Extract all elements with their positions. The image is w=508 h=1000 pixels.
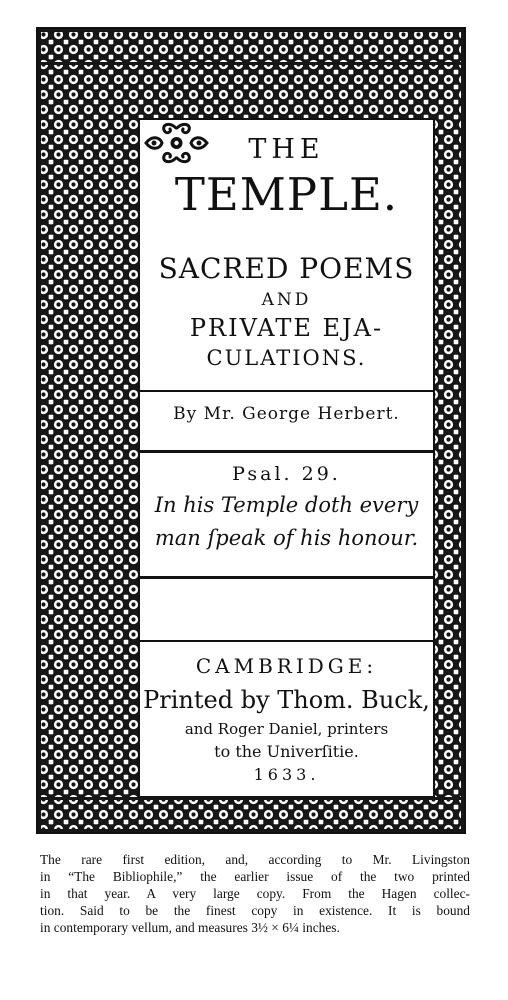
title-the: THE — [248, 134, 325, 165]
divider-rule — [140, 450, 433, 453]
imprint-printer: Printed by Thom. Buck, — [143, 686, 430, 714]
caption-line: in that year. A very large copy. From the Hagen collec- — [40, 886, 470, 901]
psalm-reference: Psal. 29. — [232, 463, 341, 485]
caption — [40, 851, 470, 936]
imprint-year: 1633. — [253, 765, 320, 784]
psalm-quote-line-1: In his Temple doth every — [154, 493, 419, 517]
imprint-printers-line: and Roger Daniel, printers — [184, 720, 389, 738]
subtitle-private: PRIVATE EJA- — [189, 314, 384, 342]
divider-rule — [140, 390, 433, 392]
imprint-university: to the Univerſitie. — [214, 742, 359, 761]
subtitle-and: AND — [261, 290, 312, 310]
divider-rule — [140, 576, 433, 579]
author-line: By Mr. George Herbert. — [173, 404, 400, 424]
title-temple: TEMPLE. — [174, 168, 399, 221]
printers-ornament-icon — [140, 120, 213, 166]
subtitle-sacred-poems: SACRED POEMS — [158, 252, 415, 285]
caption-line: tion. Said to be the finest copy in existence. It is bound — [40, 903, 470, 918]
caption-line: in “The Bibliophile,” the earlier issue of the two printed — [40, 869, 470, 884]
caption-line: The rare first edition, and, according to Mr. Livingston — [40, 852, 470, 867]
imprint-place: CAMBRIDGE: — [195, 654, 378, 678]
divider-rule — [140, 640, 433, 642]
subtitle-culations: CULATIONS. — [206, 346, 367, 370]
psalm-quote-line-2: man ſpeak of his honour. — [154, 526, 419, 550]
ornamental-border — [36, 27, 466, 834]
caption-line: in contemporary vellum, and measures 3½ × 6¼ inches. — [40, 920, 340, 935]
title-panel — [138, 118, 435, 798]
